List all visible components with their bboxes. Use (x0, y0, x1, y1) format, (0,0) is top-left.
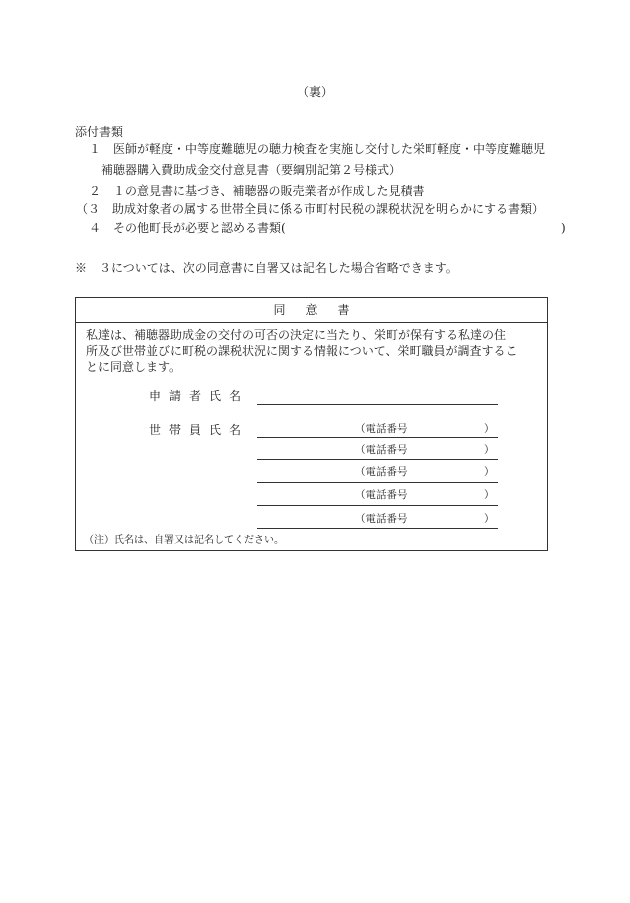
household-name-line[interactable] (257, 505, 498, 506)
attachment-item-1-cont: 補聴器購入費助成金交付意見書（要綱別記第２号様式） (101, 163, 402, 177)
phone-close: ） (484, 444, 495, 456)
applicant-name-label: 申請者氏名 (149, 389, 250, 403)
consent-title: 同意書 (76, 298, 547, 323)
note-text: ※ ３については、次の同意書に自署又は記名した場合省略できます。 (75, 261, 458, 275)
household-name-line[interactable] (257, 482, 498, 483)
attachment-item-3: （３ 助成対象者の属する世帯全員に係る市町村民税の課税状況を明らかにする書類） (76, 202, 545, 216)
page-title: （裏） (297, 85, 334, 99)
phone-label: （電話番号 (355, 513, 408, 525)
household-name-label: 世帯員氏名 (149, 423, 250, 437)
phone-close: ） (484, 489, 495, 501)
attachment-item-4: ４ その他町長が必要と認める書類( (89, 221, 286, 235)
attachment-item-4-close: ) (561, 221, 566, 235)
consent-text-line: 私達は、補聴器助成金の交付の可否の決定に当たり、栄町が保有する私達の住 (86, 328, 507, 342)
household-name-line[interactable] (257, 528, 498, 529)
phone-label: （電話番号 (355, 489, 408, 501)
phone-label: （電話番号 (355, 444, 408, 456)
phone-close: ） (484, 513, 495, 525)
consent-text-line: 所及び世帯並びに町税の課税状況に関する情報について、栄町職員が調査するこ (86, 344, 518, 358)
applicant-name-line[interactable] (257, 404, 498, 405)
attachments-heading: 添付書類 (75, 125, 124, 139)
phone-label: （電話番号 (355, 423, 408, 435)
household-name-line[interactable] (257, 437, 498, 438)
phone-label: （電話番号 (355, 466, 408, 478)
attachment-item-2: ２ １の意見書に基づき、補聴器の販売業者が作成した見積書 (89, 184, 425, 198)
consent-footnote: （注）氏名は、自署又は記名してください。 (84, 535, 284, 546)
household-name-line[interactable] (257, 459, 498, 460)
consent-box (75, 297, 548, 551)
attachment-item-1: １ 医師が軽度・中等度難聴児の聴力検査を実施し交付した栄町軽度・中等度難聴児 (89, 142, 546, 156)
phone-close: ） (484, 466, 495, 478)
phone-close: ） (484, 423, 495, 435)
consent-text-line: とに同意します。 (86, 360, 182, 374)
consent-body (86, 327, 546, 375)
